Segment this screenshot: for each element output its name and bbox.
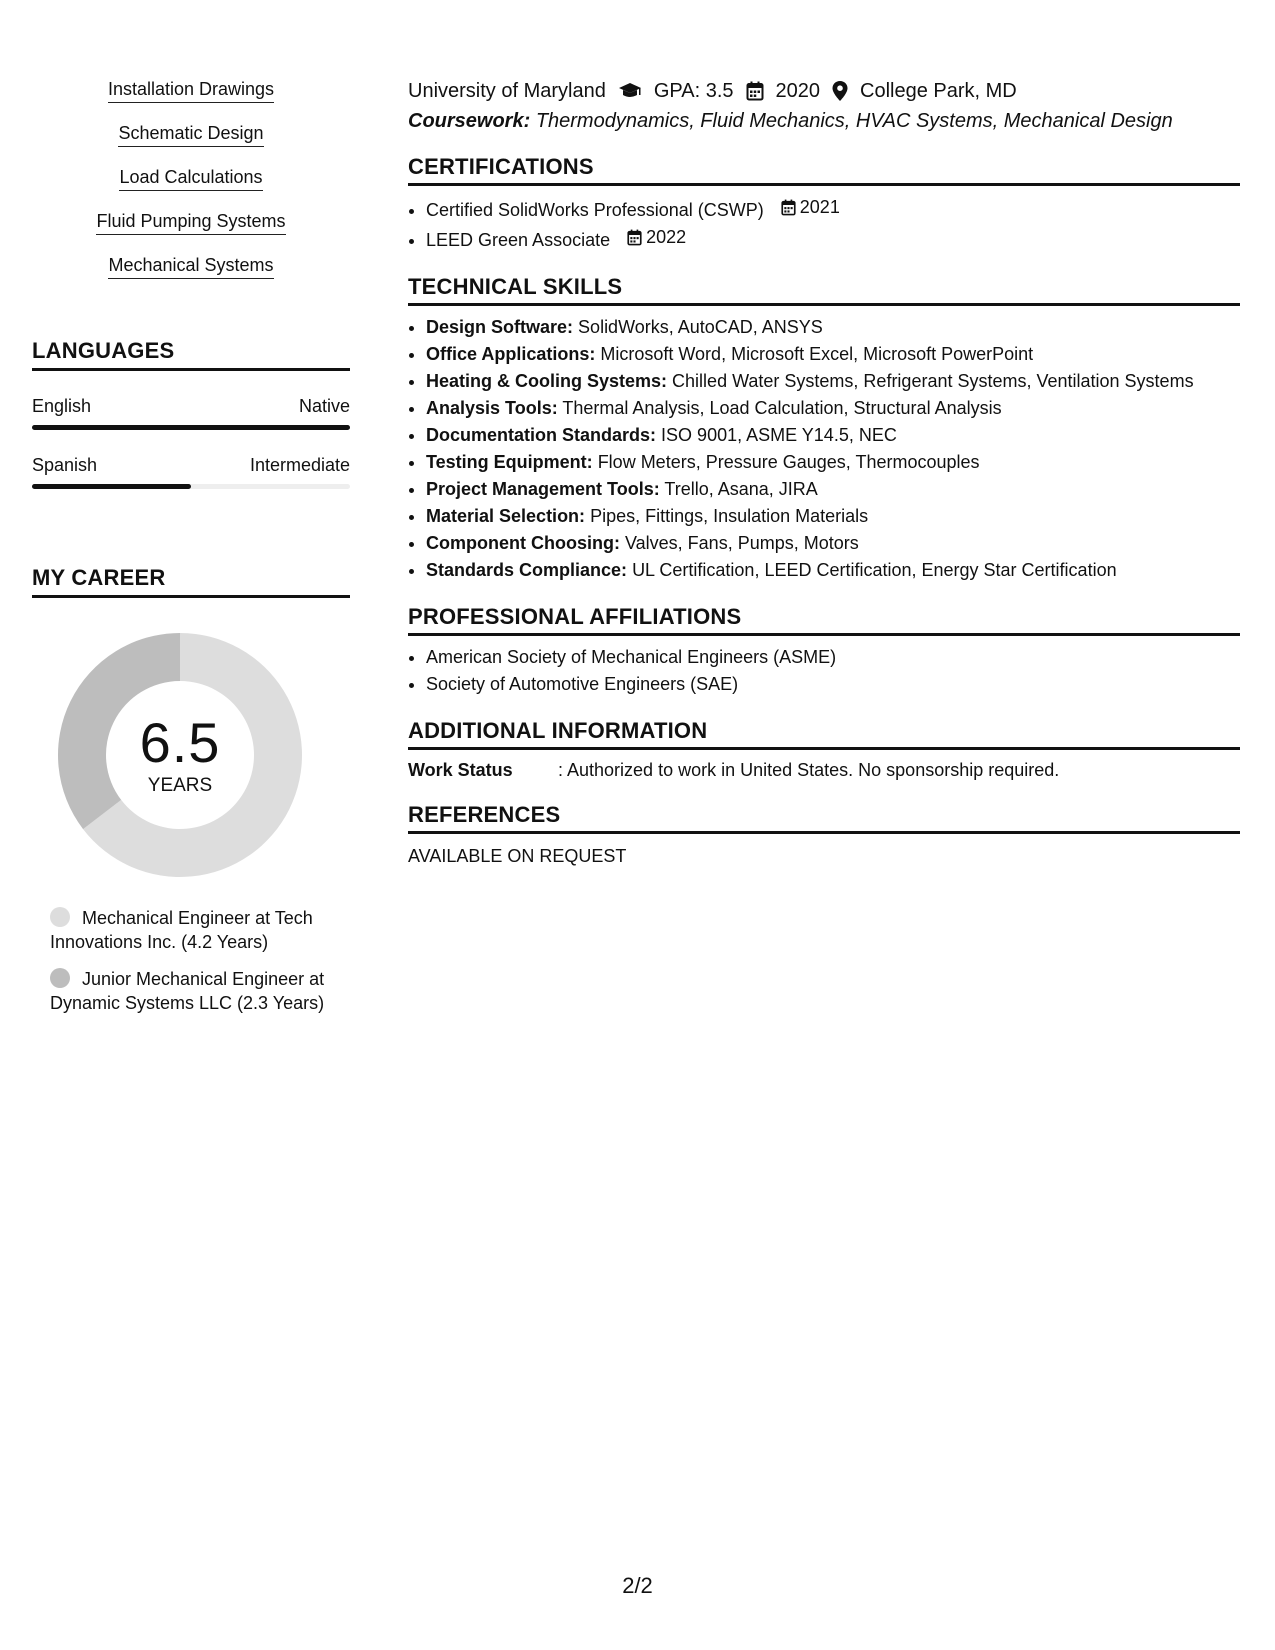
skill-item (426, 395, 1240, 422)
language-item (32, 454, 350, 489)
skill-item (426, 476, 1240, 503)
certification-year: 2021 (799, 197, 840, 217)
skill-label: Documentation Standards: (426, 425, 657, 445)
left-column (32, 78, 350, 1028)
graduation-year: 2020 (775, 80, 821, 102)
affiliation-item: • Society of Automotive Engineers (SAE) (426, 671, 1240, 698)
career-legend (50, 906, 340, 1015)
career-years-unit: YEARS (147, 775, 213, 796)
skill-item (426, 314, 1240, 341)
skill-item (426, 503, 1240, 530)
skill-value: Chilled Water Systems, Refrigerant Systems, Ventilation Systems (672, 371, 1194, 391)
career-title: MY CAREER (32, 565, 350, 598)
work-status-label: Work Status (408, 760, 513, 780)
skill-item (426, 368, 1240, 395)
skill-tag: Mechanical Systems (108, 254, 273, 279)
skill-value: Microsoft Word, Microsoft Excel, Microsoft PowerPoint (600, 344, 1034, 364)
language-bar (32, 484, 350, 489)
skill-label: Standards Compliance: (426, 560, 628, 580)
certifications-title: CERTIFICATIONS (408, 154, 1240, 186)
skill-value: Pipes, Fittings, Insulation Materials (590, 506, 869, 526)
references-title: REFERENCES (408, 802, 1240, 834)
skill-label: Office Applications: (426, 344, 596, 364)
language-level: Native (298, 396, 350, 416)
skill-label: Heating & Cooling Systems: (426, 371, 668, 391)
legend-item (50, 906, 340, 954)
certification-year: 2022 (646, 227, 687, 247)
skill-label: Analysis Tools: (426, 398, 558, 418)
work-status-row (408, 758, 1240, 782)
references-text: AVAILABLE ON REQUEST (408, 846, 627, 866)
education-line (408, 78, 1240, 104)
legend-label: Junior Mechanical Engineer at Dynamic Systems LLC (2.3 Years) (50, 969, 325, 1013)
skill-value: Valves, Fans, Pumps, Motors (624, 533, 859, 553)
skill-item (426, 341, 1240, 368)
skill-value: Flow Meters, Pressure Gauges, Thermocouples (597, 452, 980, 472)
skill-item (426, 449, 1240, 476)
affiliations-title: PROFESSIONAL AFFILIATIONS (408, 604, 1240, 636)
legend-dot (50, 968, 70, 988)
skill-label: Project Management Tools: (426, 479, 660, 499)
coursework-list: Thermodynamics, Fluid Mechanics, HVAC Systems, Mechanical Design (535, 110, 1173, 132)
career-total-years: 6.5 (139, 711, 221, 774)
skill-label: Testing Equipment: (426, 452, 593, 472)
affiliation-item: • American Society of Mechanical Engineers (ASME) (426, 644, 1240, 671)
gpa: GPA: 3.5 (653, 80, 734, 102)
language-bar-fill (32, 484, 191, 489)
language-name: English (32, 396, 92, 416)
affiliations-list (408, 644, 1240, 698)
graduation-cap-icon (618, 82, 642, 100)
coursework-label: Coursework: (408, 110, 531, 132)
language-item (32, 395, 350, 430)
skill-tag: Fluid Pumping Systems (96, 210, 285, 235)
legend-dot (50, 907, 70, 927)
career-section (32, 565, 350, 1015)
skill-value: UL Certification, LEED Certification, Energy Star Certification (632, 560, 1117, 580)
language-bar-fill (32, 425, 350, 430)
certification-name: LEED Green Associate (426, 230, 611, 250)
skill-item (426, 422, 1240, 449)
skill-value: Thermal Analysis, Load Calculation, Structural Analysis (562, 398, 1002, 418)
map-marker-icon (832, 81, 848, 101)
calendar-icon (627, 229, 642, 246)
certification-name: Certified SolidWorks Professional (CSWP) (426, 200, 764, 220)
technical-skills-list (408, 314, 1240, 584)
calendar-icon (746, 81, 764, 101)
languages-section (32, 338, 350, 489)
legend-item (50, 967, 340, 1015)
right-column (408, 78, 1240, 868)
skill-item (426, 557, 1240, 584)
skill-tag: Schematic Design (118, 122, 263, 147)
certifications-list (408, 194, 1240, 254)
certification-item (426, 224, 1240, 254)
skill-tag: Installation Drawings (108, 78, 274, 103)
language-level: Intermediate (249, 455, 350, 475)
skill-label: Material Selection: (426, 506, 586, 526)
career-donut-chart (57, 632, 303, 878)
work-status-value: : Authorized to work in United States. No sponsorship required. (558, 760, 1060, 780)
skill-value: SolidWorks, AutoCAD, ANSYS (578, 317, 823, 337)
school-name: University of Maryland (408, 80, 606, 102)
languages-title: LANGUAGES (32, 338, 350, 371)
additional-info-title: ADDITIONAL INFORMATION (408, 718, 1240, 750)
coursework (408, 108, 1240, 134)
skill-tag: Load Calculations (119, 166, 262, 191)
legend-label: Mechanical Engineer at Tech Innovations Inc. (4.2 Years) (50, 908, 313, 952)
page-number: 2/2 (622, 1573, 653, 1598)
calendar-icon (781, 199, 796, 216)
certification-item (426, 194, 1240, 224)
skill-item (426, 530, 1240, 557)
language-name: Spanish (32, 455, 98, 475)
language-bar (32, 425, 350, 430)
technical-skills-title: TECHNICAL SKILLS (408, 274, 1240, 306)
skill-value: ISO 9001, ASME Y14.5, NEC (661, 425, 897, 445)
skill-tags (32, 78, 350, 298)
skill-label: Design Software: (426, 317, 574, 337)
school-location: College Park, MD (860, 80, 1017, 102)
skill-label: Component Choosing: (426, 533, 620, 553)
skill-value: Trello, Asana, JIRA (664, 479, 818, 499)
